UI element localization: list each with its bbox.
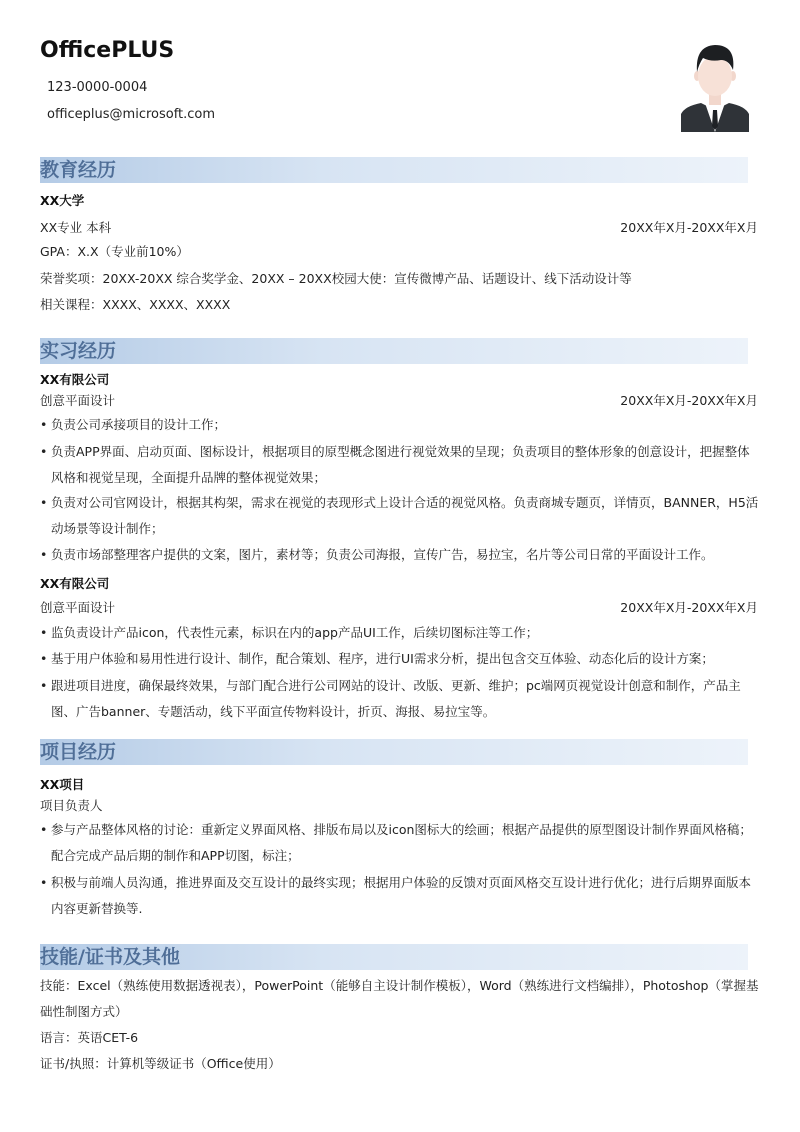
section-education-header [40, 157, 748, 183]
job-role: 创意平面设计 [40, 393, 116, 408]
list-item: • 负责APP界面、启动页面、图标设计，根据项目的原型概念图进行视觉效果的呈现；负责项目的整体形象的创意设计，把握整体风格和视觉呈现，全面提升品牌的整体视觉效果； [40, 444, 750, 485]
list-item: • 基于用户体验和易用性进行设计、制作，配合策划、程序，进行UI需求分析，提出包含交互体验、动态化后的设计方案； [40, 651, 714, 666]
gpa-line: GPA：X.X（专业前10%） [40, 244, 189, 259]
company-name: XX有限公司 [40, 372, 110, 387]
list-item: • 负责对公司官网设计，根据其构架，需求在视觉的表现形式上设计合适的视觉风格。负责商城专题页，详情页，BANNER，H5活动场景等设计制作； [40, 495, 759, 536]
section-project-header [40, 739, 748, 765]
phone-number: 123-0000-0004 [47, 80, 148, 95]
certificate-line: 证书/执照：计算机等级证书（Office使用） [40, 1056, 281, 1071]
honors-line: 荣誉奖项：20XX-20XX 综合奖学金、20XX – 20XX校园大使：宣传微博产品、话题设计、线下活动设计等 [40, 271, 632, 286]
section-skills-header [40, 944, 748, 970]
language-line: 语言：英语CET-6 [40, 1030, 139, 1045]
project-name: XX项目 [40, 777, 85, 792]
job-period: 20XX年X月-20XX年X月 [620, 393, 758, 408]
job-period: 20XX年X月-20XX年X月 [620, 600, 758, 615]
avatar-icon [681, 40, 749, 132]
list-item: • 负责公司承接项目的设计工作； [40, 417, 227, 432]
courses-line: 相关课程：XXXX、XXXX、XXXX [40, 297, 231, 312]
list-item: • 积极与前端人员沟通，推进界面及交互设计的最终实现；根据用户体验的反馈对页面风格交互设计进行优化；进行后期界面版本内容更新替换等. [40, 875, 752, 916]
section-internship-header [40, 338, 748, 364]
skills-line: 技能：Excel（熟练使用数据透视表），PowerPoint（能够自主设计制作模板），Word（熟练进行文档编排），Photoshop（掌握基础性制图方式） [40, 978, 759, 1019]
major-degree: XX专业 本科 [40, 220, 112, 235]
school-name: XX大学 [40, 193, 85, 208]
list-item: • 跟进项目进度，确保最终效果，与部门配合进行公司网站的设计、改版、更新、维护；pc端网页视觉设计创意和制作，产品主图、广告banner、专题活动，线下平面宣传物料设计，折页、海报、易拉宝等。 [40, 678, 741, 719]
section-title: 项目经历 [40, 741, 117, 763]
section-title: 技能/证书及其他 [40, 946, 180, 968]
project-role: 项目负责人 [40, 798, 103, 813]
education-period: 20XX年X月-20XX年X月 [620, 220, 758, 235]
email-address: officeplus@microsoft.com [47, 107, 216, 122]
list-item: • 监负责设计产品icon，代表性元素，标识在内的app产品UI工作，后续切图标注等工作； [40, 625, 539, 640]
company-name: XX有限公司 [40, 576, 110, 591]
list-item: • 负责市场部整理客户提供的文案，图片，素材等；负责公司海报，宣传广告，易拉宝，名片等公司日常的平面设计工作。 [40, 547, 714, 562]
section-title: 教育经历 [40, 159, 117, 181]
job-role: 创意平面设计 [40, 600, 116, 615]
candidate-name: OfficePLUS [40, 38, 175, 63]
section-title: 实习经历 [40, 340, 117, 362]
list-item: • 参与产品整体风格的讨论：重新定义界面风格、排版布局以及icon图标大的绘画；根据产品提供的原型图设计制作界面风格稿；配合完成产品后期的制作和APP切图，标注； [40, 822, 752, 863]
